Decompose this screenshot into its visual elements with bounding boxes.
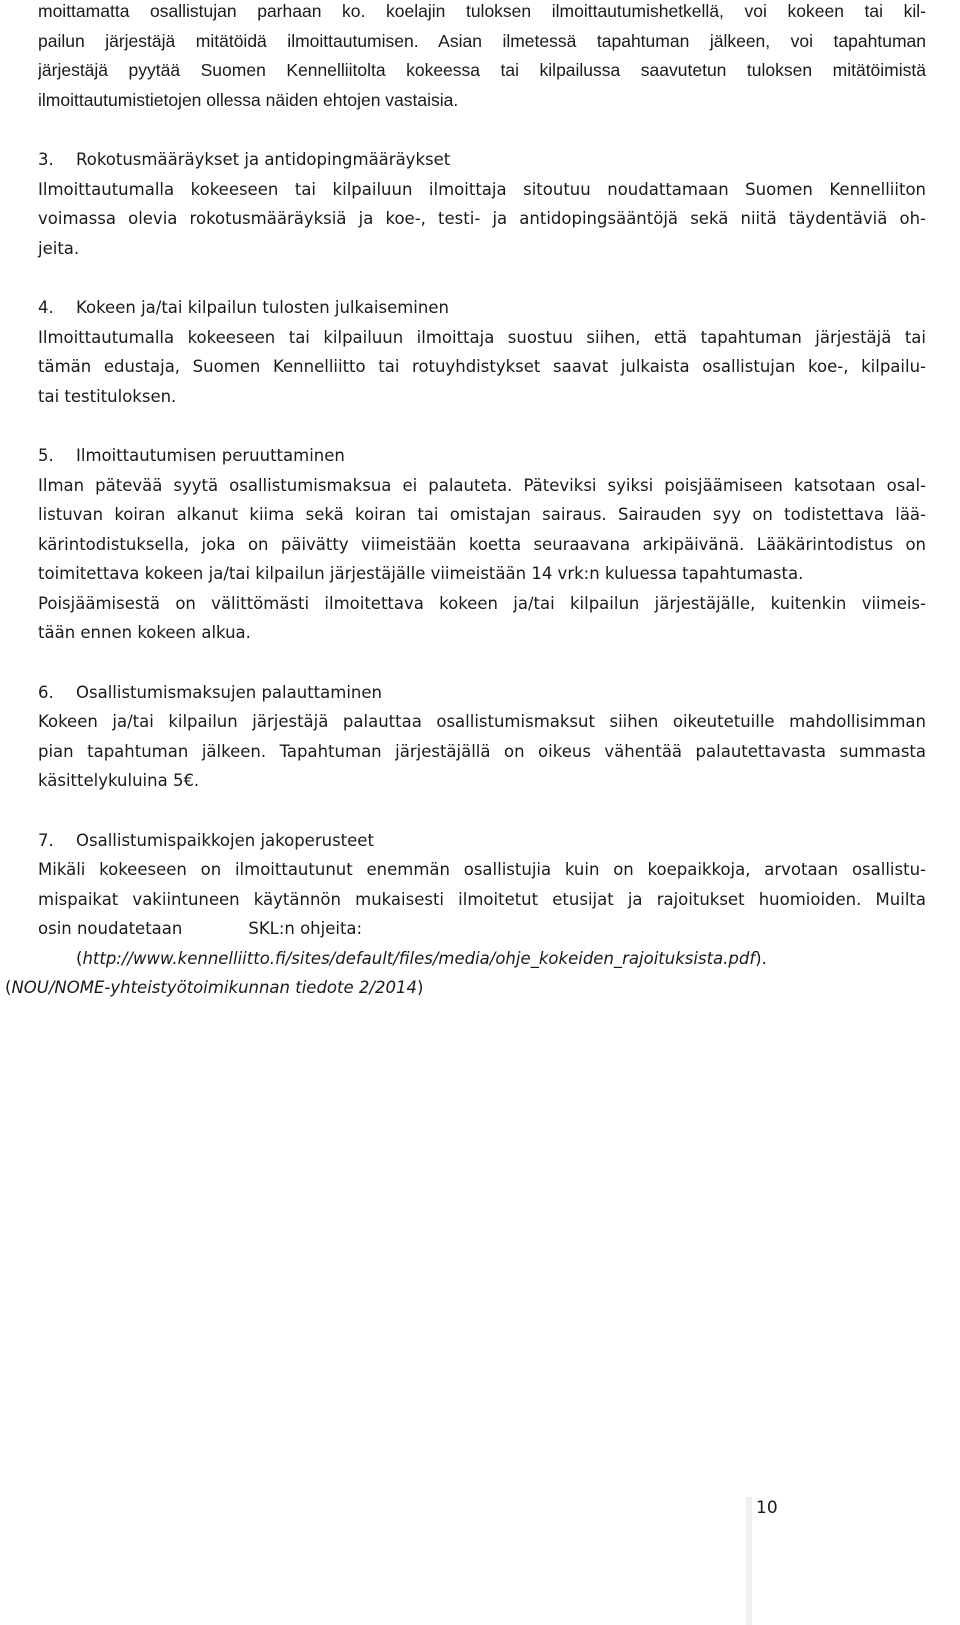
section-line: Ilmoittautumalla kokeeseen tai kilpailuun ilmoittaja suostuu siihen, että tapahtuman järjestäjä tai bbox=[38, 327, 926, 347]
intro-line: ilmoittautumistietojen ollessa näiden ehtojen vastaisia. bbox=[38, 89, 459, 110]
section-title: Osallistumispaikkojen jakoperusteet bbox=[76, 830, 374, 850]
section-number: 5. bbox=[38, 446, 54, 465]
source-open-paren: ( bbox=[5, 978, 12, 997]
section-line: kärintodistuksella, joka on päivätty viimeistään koetta seuraavana arkipäivänä. Lääkärintodistus on bbox=[38, 534, 926, 554]
section-title: Kokeen ja/tai kilpailun tulosten julkaiseminen bbox=[76, 298, 449, 317]
footer-divider bbox=[746, 1497, 752, 1625]
section-line: pian tapahtuman jälkeen. Tapahtuman järjestäjällä on oikeus vähentää palautettavasta summasta bbox=[38, 741, 926, 761]
section-heading bbox=[38, 826, 926, 856]
source-text: NOU/NOME-yhteistyötoimikunnan tiedote 2/2014 bbox=[11, 978, 417, 997]
section-title: Rokotusmääräykset ja antidopingmääräykset bbox=[76, 150, 451, 169]
section-7 bbox=[5, 826, 926, 1003]
section-line: käsittelykuluina 5€. bbox=[38, 771, 200, 790]
source-close-paren: ) bbox=[416, 978, 424, 997]
url-close-paren: ). bbox=[755, 948, 767, 968]
section-heading bbox=[38, 145, 926, 175]
reference-prefix: osin noudatetaan bbox=[38, 919, 183, 938]
document-page bbox=[5, 0, 926, 1003]
section-line: tai testituloksen. bbox=[38, 386, 177, 406]
section-line: voimassa olevia rokotusmääräyksiä ja koe-, testi- ja antidopingsääntöjä sekä niitä täydentäviä oh- bbox=[38, 209, 926, 228]
section-6 bbox=[38, 678, 926, 796]
section-heading bbox=[38, 441, 926, 471]
section-line: tään ennen kokeen alkua. bbox=[38, 623, 251, 642]
section-number: 6. bbox=[38, 682, 54, 702]
section-number: 7. bbox=[38, 830, 54, 850]
section-line: Ilmoittautumalla kokeeseen tai kilpailuun ilmoittaja sitoutuu noudattamaan Suomen Kennelliiton bbox=[38, 179, 926, 199]
intro-line: moittamatta osallistujan parhaan ko. koelajin tuloksen ilmoittautumishetkellä, voi kokeen tai kil- bbox=[38, 1, 926, 21]
section-line: jeita. bbox=[38, 238, 80, 258]
section-line: Kokeen ja/tai kilpailun järjestäjä palauttaa osallistumismaksut siihen oikeutetuille mahdollisimman bbox=[38, 712, 926, 731]
section-line: tämän edustaja, Suomen Kennelliitto tai rotuyhdistykset saavat julkaista osallistujan koe-, kilpailu- bbox=[38, 357, 926, 376]
intro-line: pailun järjestäjä mitätöidä ilmoittautumisen. Asian ilmetessä tapahtuman jälkeen, voi tapahtuman bbox=[38, 30, 926, 51]
section-line: listuvan koiran alkanut kiima sekä koiran tai omistajan sairaus. Sairauden syy on todistettava lää- bbox=[38, 505, 926, 524]
section-title: Ilmoittautumisen peruuttaminen bbox=[76, 446, 345, 465]
intro-paragraph bbox=[38, 0, 926, 115]
url-open-paren: ( bbox=[76, 948, 83, 968]
section-heading bbox=[38, 293, 926, 323]
section-line: Poisjäämisestä on välittömästi ilmoitettava kokeen ja/tai kilpailun järjestäjälle, kuitenkin viimeis- bbox=[38, 593, 926, 613]
page-number: 10 bbox=[756, 1498, 778, 1518]
section-number: 4. bbox=[38, 298, 54, 317]
section-3 bbox=[38, 145, 926, 263]
section-4 bbox=[38, 293, 926, 411]
reference-url-link[interactable]: http://www.kennelliitto.fi/sites/default/files/media/ohje_kokeiden_rajoituksista.pdf bbox=[82, 948, 756, 968]
section-title: Osallistumismaksujen palauttaminen bbox=[76, 682, 382, 702]
intro-line: järjestäjä pyytää Suomen Kennelliitolta kokeessa tai kilpailussa saavutetun tuloksen mitätöimistä bbox=[38, 60, 926, 80]
section-line: toimitettava kokeen ja/tai kilpailun järjestäjälle viimeistään 14 vrk:n kuluessa tapahtumasta. bbox=[38, 564, 804, 583]
section-line: Ilman pätevää syytä osallistumismaksua ei palauteta. Päteviksi syiksi poisjäämiseen katsotaan osal- bbox=[38, 475, 926, 495]
section-line: Mikäli kokeeseen on ilmoittautunut enemmän osallistujia kuin on koepaikkoja, arvotaan osallistu- bbox=[38, 860, 926, 879]
section-heading bbox=[38, 678, 926, 708]
section-line: mispaikat vakiintuneen käytännön mukaisesti ilmoitetut etusijat ja rajoitukset huomioiden. Muilta bbox=[38, 889, 926, 909]
reference-label: SKL:n ohjeita: bbox=[248, 919, 363, 938]
section-5 bbox=[38, 441, 926, 648]
reference-line bbox=[38, 914, 926, 944]
url-line bbox=[38, 944, 926, 974]
source-note bbox=[5, 973, 926, 1003]
section-number: 3. bbox=[38, 150, 54, 169]
